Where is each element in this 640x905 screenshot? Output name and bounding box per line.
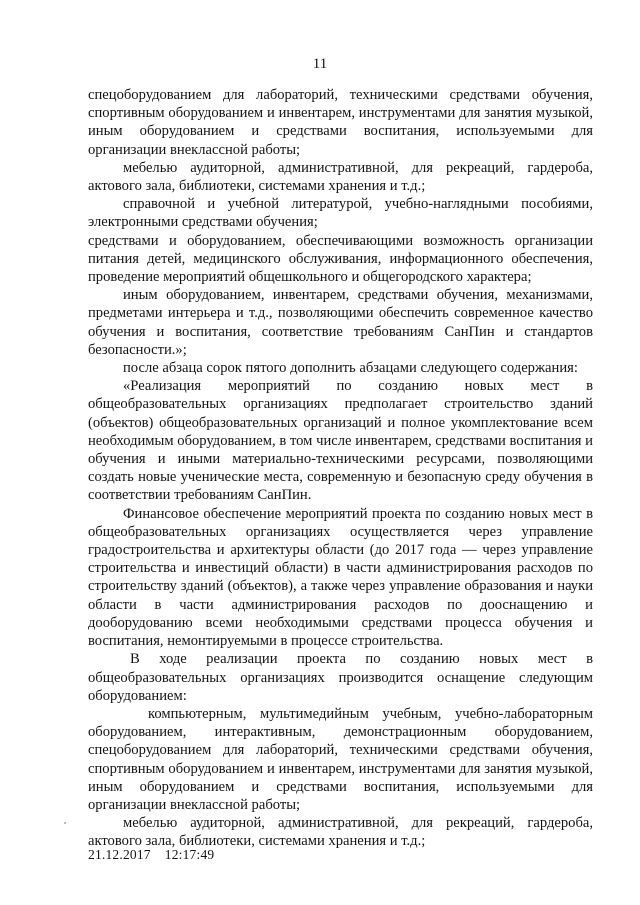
footer-time: 12:17:49: [164, 847, 215, 862]
paragraph: иным оборудованием, инвентарем, средствами обучения, механизмами, предметами интерьера и т.д., позволяющими обеспечить современное качество обучения и воспитания, соответствие требованиям СанПин и стандартов безопасности.»;: [88, 287, 593, 358]
paragraph: компьютерным, мультимедийным учебным, учебно-лабораторным оборудованием, интерактивным, демонстрационным оборудованием, спецоборудованием для лабораторий, техническими средствами обучения, спортивным оборудованием и инвентарем, инструментами для занятия музыкой, иным оборудованием и средствами воспитания, используемыми для организации внеклассной работы;: [88, 705, 593, 813]
paragraph: после абзаца сорок пятого дополнить абзацами следующего содержания:: [123, 360, 578, 377]
page-number: 11: [312, 56, 328, 72]
scan-speck: [64, 822, 66, 824]
document-body: [88, 86, 593, 851]
paragraph: Финансовое обеспечение мероприятий проекта по созданию новых мест в общеобразовательных организациях осуществляется через управление градостроительства и архитектуры области (до 2017 года — через управление строительства и инвестиций области) в части администрирования расходов по строительству зданий (объектов), а также через управление образования и науки области в части администрирования расходов по дооснащению и дооборудованию всеми необходимыми средствами процесса обучения и воспитания, немонтируемыми в процессе строительства.: [88, 505, 593, 650]
footer-timestamp: [88, 847, 214, 863]
paragraph: мебелью аудиторной, административной, для рекреаций, гардероба, актового зала, библиотеки, системами хранения и т.д.;: [88, 159, 593, 195]
paragraph: справочной и учебной литературой, учебно-наглядными пособиями, электронными средствами обучения;: [88, 196, 593, 231]
paragraph: средствами и оборудованием, обеспечивающими возможность организации питания детей, медицинского обслуживания, информационного обеспечения, проведение мероприятий общешкольного и общегородского характера;: [88, 232, 593, 286]
paragraph: В ходе реализации проекта по созданию новых мест в общеобразовательных организациях производится оснащение следующим оборудованием:: [88, 651, 593, 704]
paragraph: мебелью аудиторной, административной, для рекреаций, гардероба, актового зала, библиотеки, системами хранения и т.д.;: [88, 815, 593, 850]
footer-date: 21.12.2017: [88, 847, 151, 862]
paragraph: «Реализация мероприятий по созданию новых мест в общеобразовательных организациях предполагает строительство зданий (объектов) общеобразовательных организаций и полное укомплектование всем необходимым оборудованием, в том числе инвентарем, средствами воспитания и обучения и иными материально-техническими ресурсами, позволяющими создать новые ученические места, современную и безопасную среду обучения в соответствии требованиям СанПин.: [88, 378, 593, 504]
paragraph: спецоборудованием для лабораторий, техническими средствами обучения, спортивным оборудованием и инвентарем, инструментами для занятия музыкой, иным оборудованием и средствами воспитания, используемыми для организации внеклассной работы;: [88, 87, 593, 158]
